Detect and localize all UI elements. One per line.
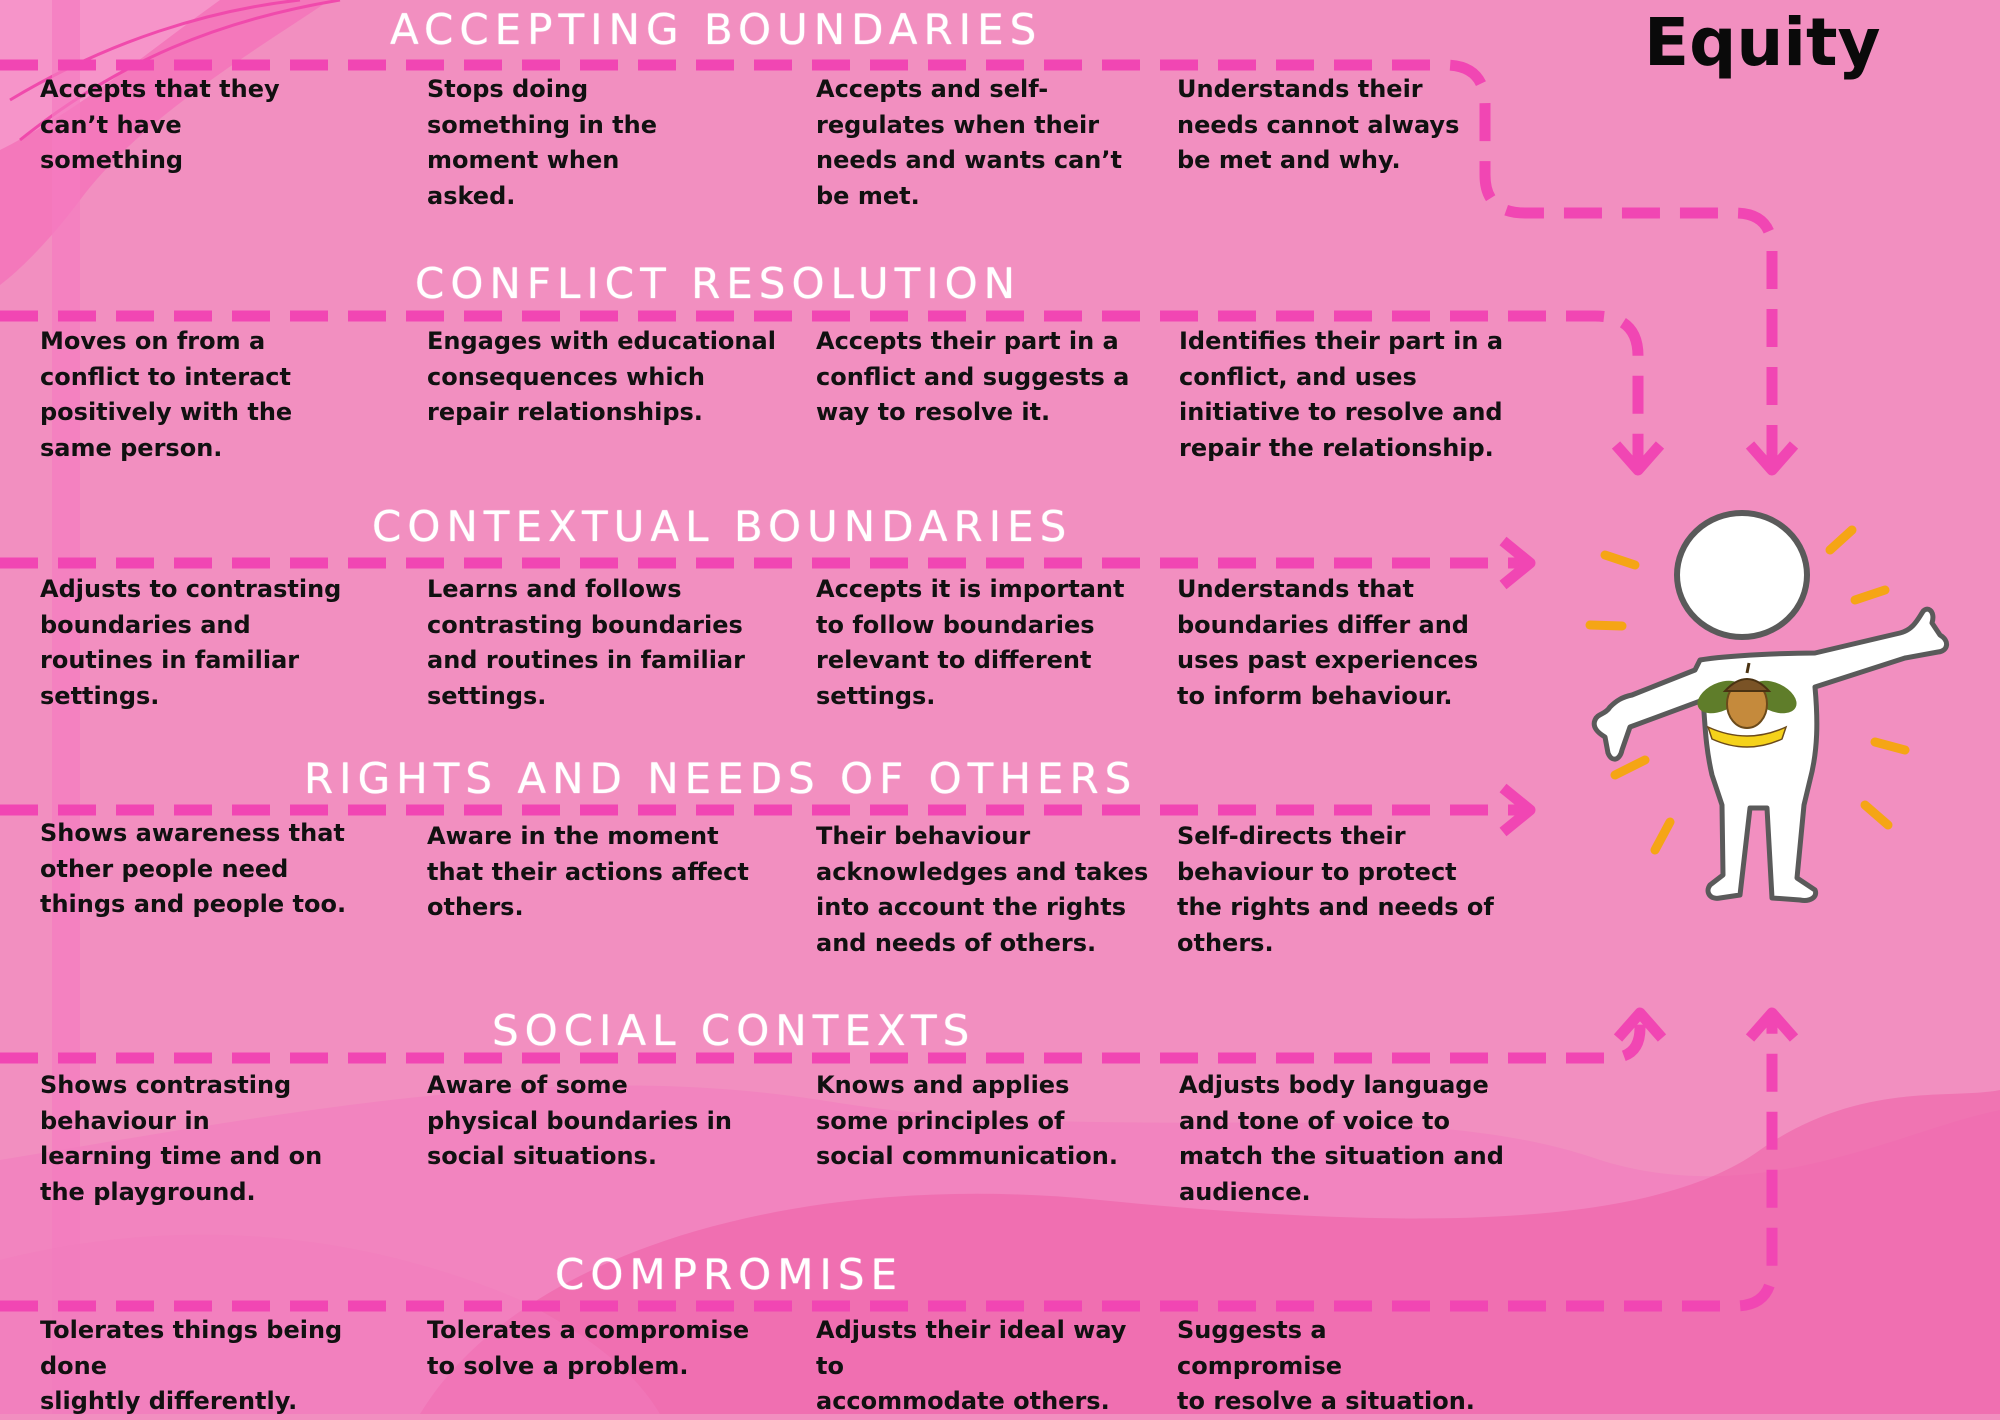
heading-accepting-boundaries: ACCEPTING BOUNDARIES	[390, 5, 1043, 54]
cell-accepting-boundaries-4: Understands their needs cannot always be met and why.	[1177, 75, 1460, 174]
cell-conflict-resolution-1: Moves on from a conflict to interact positively with the same person.	[40, 327, 293, 462]
cell-compromise-1: Tolerates things being done slightly differently.	[40, 1316, 343, 1415]
cell-conflict-resolution-3: Accepts their part in a conflict and suggests a way to resolve it.	[816, 327, 1130, 426]
cell-contextual-boundaries-2: Learns and follows contrasting boundaries and routines in familiar settings.	[427, 575, 745, 710]
cell-social-contexts-2: Aware of some physical boundaries in social situations.	[427, 1071, 732, 1170]
heading-contextual-boundaries: CONTEXTUAL BOUNDARIES	[372, 502, 1073, 551]
heading-compromise: COMPROMISE	[555, 1250, 904, 1299]
cell-compromise-2: Tolerates a compromise to solve a problem.	[427, 1316, 750, 1380]
cell-rights-and-needs-4: Self-directs their behaviour to protect the rights and needs of others.	[1177, 822, 1494, 957]
cell-social-contexts-1: Shows contrasting behaviour in learning time and on the playground.	[40, 1071, 323, 1206]
heading-rights-and-needs: RIGHTS AND NEEDS OF OTHERS	[304, 754, 1138, 803]
cell-compromise-3: Adjusts their ideal way to accommodate others.	[816, 1316, 1127, 1415]
heading-social-contexts: SOCIAL CONTEXTS	[492, 1006, 976, 1055]
cell-rights-and-needs-2: Aware in the moment that their actions affect others.	[427, 822, 749, 921]
cell-conflict-resolution-4: Identifies their part in a conflict, and uses initiative to resolve and repair the relationship.	[1179, 327, 1504, 462]
cell-conflict-resolution-2: Engages with educational consequences which repair relationships.	[427, 327, 776, 426]
cell-accepting-boundaries-2: Stops doing something in the moment when asked.	[427, 75, 657, 210]
cell-social-contexts-3: Knows and applies some principles of social communication.	[816, 1071, 1118, 1170]
cell-contextual-boundaries-3: Accepts it is important to follow boundaries relevant to different settings.	[816, 575, 1125, 710]
cell-rights-and-needs-3: Their behaviour acknowledges and takes into account the rights and needs of others.	[816, 822, 1149, 957]
cell-contextual-boundaries-1: Adjusts to contrasting boundaries and routines in familiar settings.	[40, 575, 342, 710]
cell-contextual-boundaries-4: Understands that boundaries differ and uses past experiences to inform behaviour.	[1177, 575, 1479, 710]
cell-accepting-boundaries-3: Accepts and self- regulates when their needs and wants can’t be met.	[816, 75, 1122, 210]
figure-head	[1677, 513, 1807, 637]
cell-social-contexts-4: Adjusts body language and tone of voice to match the situation and audience.	[1179, 1071, 1504, 1206]
cell-compromise-4: Suggests a compromise to resolve a situation.	[1177, 1316, 1475, 1415]
cell-rights-and-needs-1: Shows awareness that other people need things and people too.	[40, 819, 347, 918]
person-arms-outstretched-icon	[1560, 505, 1960, 985]
page-title: Equity	[1644, 4, 1881, 81]
heading-conflict-resolution: CONFLICT RESOLUTION	[415, 259, 1022, 308]
cell-accepting-boundaries-1: Accepts that they can’t have something	[40, 75, 280, 174]
